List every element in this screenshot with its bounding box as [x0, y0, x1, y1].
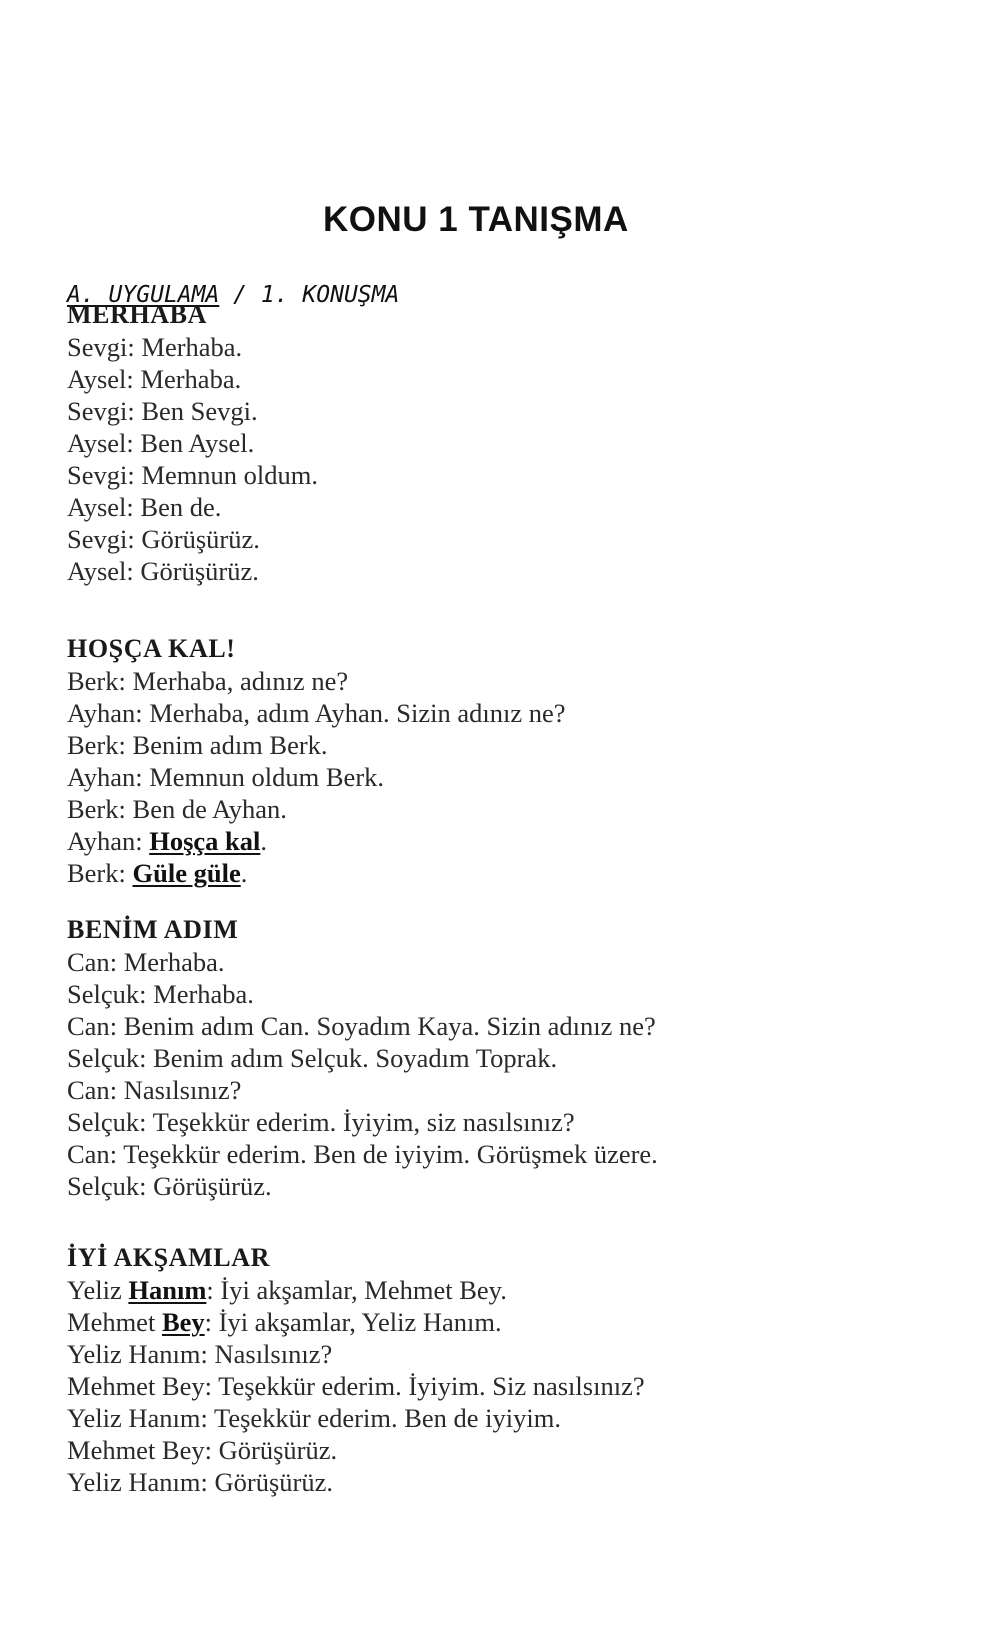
dialogue-line: Can: Merhaba. [67, 947, 225, 977]
dialogue-line: Berk: Ben de Ayhan. [67, 794, 287, 824]
dialogue-title: BENİM ADIM [67, 915, 239, 944]
dialogue-line: Mehmet Bey: Görüşürüz. [67, 1435, 338, 1465]
dialogue-line: Aysel: Ben de. [67, 492, 222, 522]
dialogue-title: MERHABA [67, 300, 207, 329]
dialogue-title: İYİ AKŞAMLAR [67, 1243, 270, 1272]
dialogue-line: Aysel: Merhaba. [67, 364, 242, 394]
dialogue-line: Sevgi: Merhaba. [67, 332, 243, 362]
dialogue-line: Selçuk: Görüşürüz. [67, 1171, 272, 1201]
dialogue-line: Berk: Benim adım Berk. [67, 730, 328, 760]
dialogue-merhaba [67, 299, 318, 587]
dialogue-benim-adim [67, 914, 658, 1202]
dialogue-line: Sevgi: Memnun oldum. [67, 460, 319, 490]
dialogue-hosca-kal [67, 633, 566, 889]
dialogue-line: Sevgi: Görüşürüz. [67, 524, 260, 554]
dialogue-line: Yeliz Hanım: Teşekkür ederim. Ben de iyiyim. [67, 1403, 561, 1433]
dialogue-line: Ayhan: Merhaba, adım Ayhan. Sizin adınız ne? [67, 698, 566, 728]
dialogue-line: Mehmet Bey: İyi akşamlar, Yeliz Hanım. [67, 1307, 502, 1337]
dialogue-line: Berk: Merhaba, adınız ne? [67, 666, 349, 696]
dialogue-line: Yeliz Hanım: Nasılsınız? [67, 1339, 333, 1369]
page-title: KONU 1 TANIŞMA [323, 200, 629, 239]
dialogue-line: Can: Teşekkür ederim. Ben de iyiyim. Görüşmek üzere. [67, 1139, 658, 1169]
dialogue-line: Yeliz Hanım: İyi akşamlar, Mehmet Bey. [67, 1275, 507, 1305]
dialogue-line: Can: Benim adım Can. Soyadım Kaya. Sizin adınız ne? [67, 1011, 656, 1041]
dialogue-line: Aysel: Ben Aysel. [67, 428, 255, 458]
highlight-gule-gule: Güle güle [132, 858, 241, 888]
subheading-part-uygulama: A. UYGULAMA [67, 282, 220, 308]
highlight-bey: Bey [161, 1307, 205, 1337]
dialogue-line: Ayhan: Hoşça kal. [67, 826, 268, 856]
dialogue-title: HOŞÇA KAL! [67, 634, 236, 663]
dialogue-line: Selçuk: Benim adım Selçuk. Soyadım Toprak. [67, 1043, 558, 1073]
dialogue-line: Berk: Güle güle. [67, 858, 248, 888]
dialogue-line: Mehmet Bey: Teşekkür ederim. İyiyim. Siz nasılsınız? [67, 1371, 645, 1401]
highlight-hanim: Hanım [128, 1275, 207, 1305]
dialogue-line: Aysel: Görüşürüz. [67, 556, 259, 586]
dialogue-line: Can: Nasılsınız? [67, 1075, 242, 1105]
dialogue-line: Yeliz Hanım: Görüşürüz. [67, 1467, 333, 1497]
dialogue-iyi-aksamlar [67, 1242, 645, 1498]
dialogue-line: Selçuk: Teşekkür ederim. İyiyim, siz nasılsınız? [67, 1107, 575, 1137]
subheading-part-konusma: / 1. KONUŞMA [219, 282, 400, 308]
dialogue-line: Sevgi: Ben Sevgi. [67, 396, 258, 426]
dialogue-line: Selçuk: Merhaba. [67, 979, 254, 1009]
dialogue-line: Ayhan: Memnun oldum Berk. [67, 762, 385, 792]
highlight-hosca-kal: Hoşça kal [149, 826, 261, 856]
